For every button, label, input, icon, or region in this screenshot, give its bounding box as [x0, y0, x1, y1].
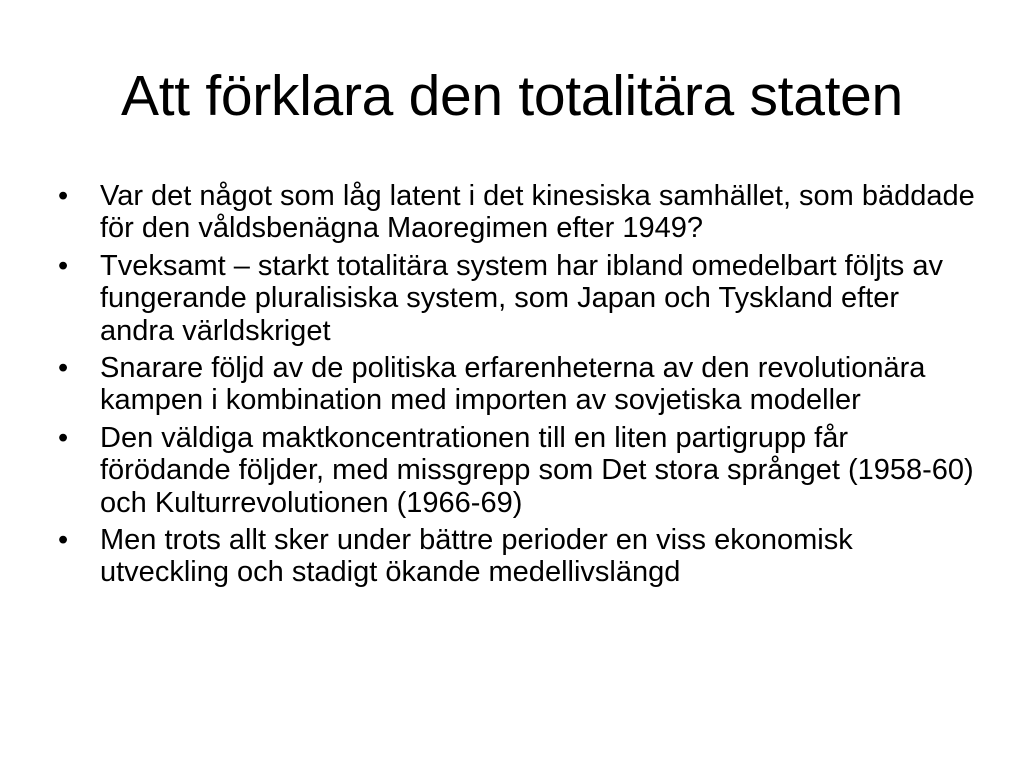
bullet-text: Men trots allt sker under bättre perioder en viss ekonomisk utveckling och stadigt ökande medellivslängd — [100, 524, 853, 589]
bullet-text: Tveksamt – starkt totalitära system har ibland omedelbart följts av fungerande pluralisiska system, som Japan och Tyskland efter andra världskriget — [100, 249, 943, 347]
bullet-text: Den väldiga maktkoncentrationen till en liten partigrupp får förödande följder, med missgrepp som Det stora språnget (1958-60) och Kulturrevolutionen (1966-69) — [100, 421, 974, 519]
bullet-item-3 — [58, 352, 978, 417]
bullet-list — [58, 180, 978, 594]
slide-title: Att förklara den totalitära staten — [121, 64, 903, 128]
bullet-marker: • — [58, 180, 69, 212]
bullet-marker: • — [58, 524, 69, 557]
bullet-item-2 — [58, 250, 978, 347]
bullet-marker: • — [58, 421, 69, 454]
bullet-item-5 — [58, 524, 978, 589]
bullet-item-1 — [58, 180, 978, 245]
bullet-item-4 — [58, 422, 978, 519]
bullet-marker: • — [58, 352, 69, 385]
bullet-marker: • — [58, 249, 69, 282]
bullet-text: Snarare följd av de politiska erfarenheterna av den revolutionära kampen i kombination med importen av sovjetiska modeller — [100, 352, 926, 417]
bullet-text: Var det något som låg latent i det kinesiska samhället, som bäddade för den våldsbenägna Maoregimen efter 1949? — [100, 180, 975, 245]
